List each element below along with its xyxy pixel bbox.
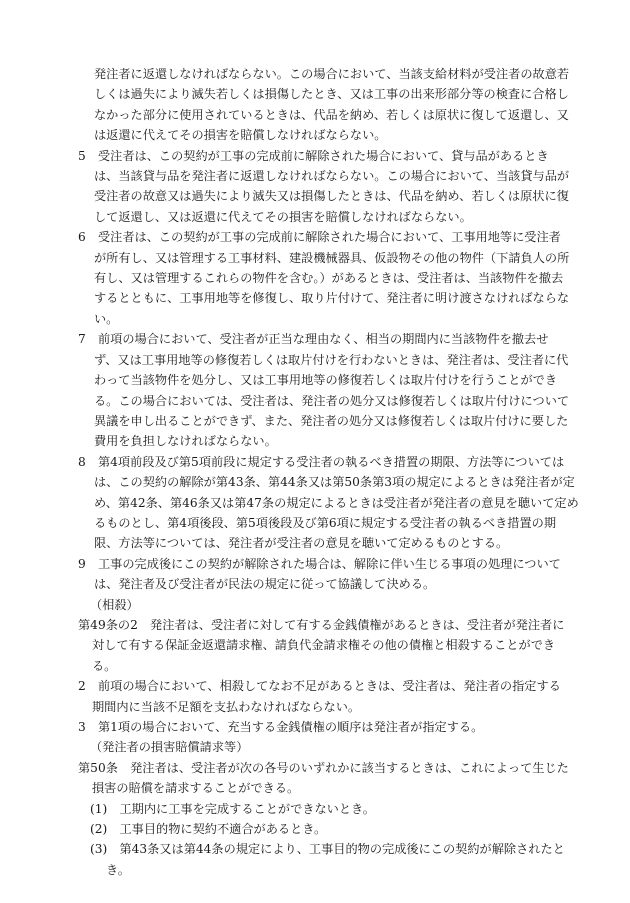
article-heading-songai: [78, 737, 618, 757]
text-line: 有し、又は管理するこれらの物件を含む。）があるときは、受注者は、当該物件を撤去: [94, 271, 564, 286]
paragraph-6: [78, 227, 618, 329]
text-line: 受注者の故意又は過失により滅失又は損傷したときは、代品を納め、若しくは原状に復: [94, 189, 569, 204]
text-line: ず、又は工事用地等の修復若しくは取片付けを行わないときは、発注者は、受注者に代: [94, 352, 569, 367]
article-50-item-2: [78, 819, 618, 839]
text-line: 第50条 発注者は、受注者が次の各号のいずれかに該当するときは、これによって生じた: [78, 760, 569, 775]
text-line: は、当該貸与品を発注者に返還しなければならない。この場合において、当該貸与品が: [94, 169, 570, 184]
text-line: が所有し、又は管理する工事材料、建設機械器具、仮設物その他の物件（下請負人の所: [94, 250, 570, 265]
text-line: 6 受注者は、この契約が工事の完成前に解除された場合において、工事用地等に受注者: [78, 230, 561, 245]
text-line: 発注者に返還しなければならない。この場合において、当該支給材料が受注者の故意若: [94, 67, 570, 81]
article-49-2-paragraph-2: [78, 676, 618, 717]
text-line: る。: [92, 658, 117, 673]
text-line: 異議を申し出ることができず、また、発注者の処分又は修復若しくは取片付けに要した: [94, 413, 569, 428]
text-line: 2 前項の場合において、相殺してなお不足があるときは、受注者は、発注者の指定する: [78, 679, 561, 694]
article-49-2-paragraph-3: [78, 717, 618, 737]
text-line: 期間内に当該不足額を支払わなければならない。: [92, 699, 361, 714]
text-line: は、発注者及び受注者が民法の規定に従って協議して決める。: [94, 577, 436, 592]
text-line: い。: [94, 311, 119, 326]
text-line: め、第42条、第46条又は第47条の規定によるときは受注者が発注者の意見を聴いて定め: [94, 495, 579, 510]
text-line: 限、方法等については、発注者が受注者の意見を聴いて定めるものとする。: [94, 536, 509, 551]
text-line: は、この契約の解除が第43条、第44条又は第50条第3項の規定によるときは発注者が定: [94, 475, 575, 490]
paragraph-5: [78, 146, 618, 228]
text-line: （相殺）: [90, 597, 139, 612]
text-line: (2) 工事目的物に契約不適合があるとき。: [90, 822, 327, 837]
text-line: 第49条の2 発注者は、受注者に対して有する金銭債権があるときは、受注者が発注者に: [78, 617, 565, 632]
text-line: 9 工事の完成後にこの契約が解除された場合は、解除に伴い生じる事項の処理について: [78, 556, 561, 571]
text-line: 5 受注者は、この契約が工事の完成前に解除された場合において、貸与品があるとき: [78, 148, 549, 163]
text-line: しくは過失により滅失若しくは損傷したとき、又は工事の出来形部分等の検査に合格し: [94, 87, 569, 102]
text-line: 7 前項の場合において、受注者が正当な理由なく、相当の期間内に当該物件を撤去せ: [78, 332, 549, 347]
text-line: 損害の賠償を請求することができる。: [92, 781, 300, 796]
paragraph-7: [78, 329, 618, 451]
text-line: るものとし、第4項後段、第5項後段及び第6項に規定する受注者の執るべき措置の期: [94, 515, 557, 530]
article-50: [78, 758, 618, 799]
text-line: 対して有する保証金返還請求権、請負代金請求権その他の債権と相殺することができ: [92, 638, 556, 653]
paragraph-8: [78, 452, 618, 554]
article-heading-sousai: [78, 595, 618, 615]
text-line: 3 第1項の場合において、充当する金銭債権の順序は発注者が指定する。: [78, 720, 484, 734]
paragraph-9: [78, 554, 618, 595]
text-line: き。: [106, 862, 130, 877]
article-50-item-1: [78, 799, 618, 819]
article-49-2: [78, 615, 618, 676]
text-line: は返還に代えてその損害を賠償しなければならない。: [94, 128, 387, 143]
text-line: （発注者の損害賠償請求等）: [90, 740, 249, 755]
text-line: して返還し、又は返還に代えてその損害を賠償しなければならない。: [94, 209, 472, 224]
document-body: [78, 64, 618, 880]
article-50-item-3: [78, 839, 618, 880]
text-line: る。この場合においては、受注者は、発注者の処分又は修復若しくは取片付けについて: [94, 393, 570, 408]
text-line: なかった部分に使用されているときは、代品を納め、若しくは原状に復して返還し、又: [94, 107, 569, 122]
text-line: わって当該物件を処分し、又は工事用地等の修復若しくは取片付けを行うことができ: [94, 373, 558, 388]
text-line: (1) 工期内に工事を完成することができないとき。: [90, 801, 375, 816]
paragraph-4-continuation: [78, 64, 618, 146]
text-line: するとともに、工事用地等を修復し、取り片付けて、発注者に明け渡さなければならな: [94, 291, 570, 306]
text-line: 費用を負担しなければならない。: [94, 434, 277, 449]
text-line: 8 第4項前段及び第5項前段に規定する受注者の執るべき措置の期限、方法等については: [78, 454, 565, 469]
text-line: (3) 第43条又は第44条の規定により、工事目的物の完成後にこの契約が解除されたと: [90, 842, 565, 857]
